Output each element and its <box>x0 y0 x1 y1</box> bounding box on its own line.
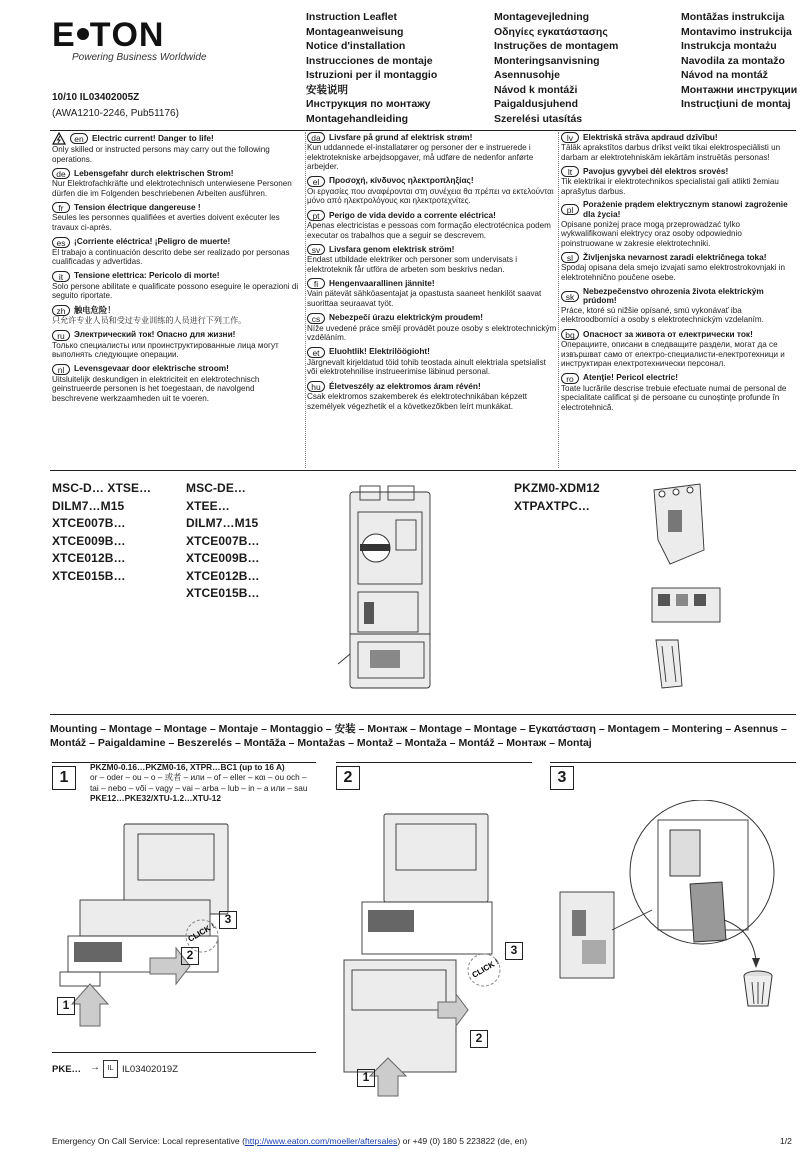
language-code: sv <box>307 244 325 255</box>
safety-heading <box>561 166 795 177</box>
step-1-or: or – oder – ou – o – 或者 – или – of – eller – και – ou och – tai – nebo – või – vagy – vai – arba – lub – in – a или – sau <box>90 772 308 793</box>
safety-heading-text: Tensione elettrica: Pericolo di morte! <box>74 270 220 281</box>
safety-entry-nl <box>52 364 302 404</box>
document-number: 10/10 IL03402005Z <box>52 92 140 103</box>
title-line: Οδηγίες εγκατάστασης <box>494 25 608 38</box>
safety-entry-bg <box>561 329 795 369</box>
safety-entry-hu <box>307 381 557 411</box>
safety-entry-sl <box>561 252 795 282</box>
safety-body-text: Opisane poniżej prace mogą przeprowadzać tylko wykwalifikowani elektrycy oraz osoby odpowiednio poinstruowane w zakresie elektrotechniki. <box>561 219 742 248</box>
column-divider <box>305 132 306 468</box>
safety-entry-es <box>52 237 302 267</box>
title-line: Notice d'installation <box>306 40 406 52</box>
callout-3: 3 <box>505 942 523 960</box>
column-divider <box>558 132 559 468</box>
safety-heading <box>561 132 795 143</box>
safety-heading-text: Življenjska nevarnost zaradi električnega toka! <box>583 252 767 263</box>
language-code: fr <box>52 202 70 213</box>
mounting-heading: Mounting – Montage – Montage – Montaje – Montaggio – 安装 – Монтаж – Montage – Montage – Εγκατάσταση – Montagem – Montering – Asennus – Montáž – Paigaldamine – Beszerelés – Montāža – Montažas – Montaž – Montaža – Montáž – Монтаж – Montaj <box>50 723 787 749</box>
callout-1: 1 <box>57 997 75 1015</box>
language-code: lt <box>561 166 579 177</box>
title-line: Instrukcja montażu <box>681 40 777 52</box>
safety-heading-text: Nebezpečí úrazu elektrickým proudem! <box>329 312 484 323</box>
safety-heading <box>561 252 795 263</box>
language-code: lv <box>561 132 579 143</box>
title-line: 安装说明 <box>306 83 348 96</box>
title-line: Navodila za montažo <box>681 54 785 67</box>
safety-heading-text: Опасност за живота от електрически ток! <box>583 328 753 339</box>
safety-heading <box>307 210 557 221</box>
safety-entry-en <box>52 132 302 164</box>
title-line: Инструкция по монтажу <box>306 98 431 110</box>
safety-entry-fi <box>307 278 557 308</box>
product-list-1 <box>52 480 151 585</box>
top-rule <box>50 130 796 131</box>
safety-heading-text: Livsfare på grund af elektrisk strøm! <box>329 131 473 142</box>
language-code: el <box>307 176 325 187</box>
safety-column-1 <box>52 132 302 408</box>
accessory-top-illustration <box>640 480 720 570</box>
safety-body-text: Csak elektromos szakemberek és elektrotechnikában képzett személyek végezhetik el a következőkben leírt munkákat. <box>307 391 527 411</box>
title-column-2 <box>494 10 618 126</box>
language-code: ro <box>561 373 579 384</box>
title-line: Montageanweisung <box>306 25 404 38</box>
title-line: Paigaldusjuhend <box>494 98 579 110</box>
title-line: XTCE015B… <box>52 568 126 583</box>
title-line: Montāžas instrukcija <box>681 11 785 23</box>
safety-entry-ro <box>561 373 795 413</box>
language-code: nl <box>52 364 70 375</box>
title-line: Návod na montáž <box>681 69 768 81</box>
callout-2: 2 <box>181 947 199 965</box>
safety-body-text: Nur Elektrofachkräfte und elektrotechnisch unterwiesene Personen dürfen die im Folgenden beschriebenen Arbeiten ausführen. <box>52 179 292 198</box>
step-2-number: 2 <box>336 766 360 790</box>
pke-rule <box>52 1052 316 1053</box>
title-line: XTCE009B… <box>52 533 126 548</box>
safety-heading <box>561 287 795 306</box>
title-line: Szerelési utasítás <box>494 112 583 125</box>
tagline: Powering Business Worldwide <box>72 52 207 63</box>
click-label: CLICK ! <box>470 957 501 980</box>
title-line: DILM7…M15 <box>186 516 259 530</box>
safety-heading <box>52 132 302 145</box>
safety-entry-pt <box>307 210 557 240</box>
safety-heading-text: Электрический ток! Опасно для жизни! <box>74 329 236 340</box>
safety-heading-text: Atenţie! Pericol electric! <box>583 372 678 383</box>
language-code: da <box>307 132 325 143</box>
safety-entry-et <box>307 347 557 377</box>
title-line: Монтажни инструкции <box>681 83 798 96</box>
safety-body-text: 只允许专业人员和受过专业训练的人员进行下列工作。 <box>52 315 247 325</box>
safety-heading-text: Életveszély az elektromos áram révén! <box>329 380 481 391</box>
title-line: Instruções de montagem <box>494 40 619 52</box>
safety-entry-sk <box>561 287 795 325</box>
title-line: XTCE015B… <box>186 586 260 600</box>
safety-heading-text: Lebensgefahr durch elektrischen Strom! <box>74 167 234 178</box>
safety-body-text: Vain pätevät sähköasentajat ja opastusta saaneet henkilöt saavat suorittaa seuraavat työt. <box>307 289 542 308</box>
eaton-logo: E TON <box>52 16 165 54</box>
pke-reference: IL03402019Z <box>122 1064 178 1075</box>
footer-suffix: ) or +49 (0) 180 5 223822 (de, en) <box>397 1136 528 1146</box>
safety-heading-text: ¡Corriente eléctrica! ¡Peligro de muerte! <box>74 236 231 247</box>
safety-heading-text: Pavojus gyvybei dėl elektros srovės! <box>583 165 729 176</box>
title-line: Montavimo instrukcija <box>681 25 792 38</box>
leaflet-icon: IL <box>103 1060 118 1078</box>
safety-entry-el <box>307 176 557 206</box>
accessory-bottom-illustration <box>648 636 688 692</box>
safety-body-text: Toate lucrările descrise trebuie efectuate numai de personal de specialitate calificat şi de persoane cu cunoştinţe profunde în electrotehnică. <box>561 383 787 412</box>
safety-entry-zh <box>52 305 302 326</box>
title-line: Návod k montáži <box>494 83 578 96</box>
safety-body-text: Níže uvedené práce smějí provádět pouze osoby s elektrotechnickým vzděláním. <box>307 323 557 343</box>
safety-body-text: Only skilled or instructed persons may carry out the following operations. <box>52 145 270 164</box>
title-line: XTCE009B… <box>186 551 260 565</box>
title-line: XTCE012B… <box>52 551 126 565</box>
logo-dot <box>77 28 89 40</box>
safety-heading-text: Electric current! Danger to life! <box>92 132 214 143</box>
safety-heading <box>561 329 795 340</box>
safety-heading-text: Livsfara genom elektrisk ström! <box>329 243 455 254</box>
safety-body-text: El trabajo a continuación descrito debe ser realizado por personas cualificadas y advertidas. <box>52 247 290 267</box>
product-list-3 <box>514 480 600 515</box>
step-1-products-2: PKE12…PKE32/XTU-1.2…XTU-12 <box>90 793 221 804</box>
step-1-products: PKZM0-0.16…PKZM0-16, XTPR…BC1 (up to 16 A) <box>90 762 285 772</box>
safety-body-text: Только специалисты или проинструктированные лица могут выполнять следующие операции. <box>52 340 279 360</box>
safety-heading-text: Elektriskā strāva apdraud dzīvību! <box>583 131 718 142</box>
language-code: it <box>52 271 70 282</box>
safety-heading <box>307 381 557 392</box>
safety-heading <box>52 202 302 213</box>
safety-heading <box>52 168 302 179</box>
safety-body-text: Seules les personnes qualifiées et averties doivent exécuter les travaux ci-après. <box>52 213 280 232</box>
title-line: Instrucciones de montaje <box>306 54 433 67</box>
page-number: 1/2 <box>780 1136 792 1146</box>
title-line: Asennusohje <box>494 69 560 81</box>
safety-heading <box>307 176 557 187</box>
danger-voltage-icon <box>52 132 66 145</box>
language-code: fi <box>307 278 325 289</box>
safety-entry-ru <box>52 330 302 360</box>
safety-body-text: Tālāk aprakstītos darbus drīkst veikt tikai elektrospeciālisti un darbam ar elektrotehniskām iekārtām instruētās personas! <box>561 143 781 162</box>
safety-heading-text: Porażenie prądem elektrycznym stanowi zagrożenie dla życia! <box>583 199 788 219</box>
safety-column-3 <box>561 132 795 416</box>
title-line: MSC-D… XTSE… <box>52 481 152 495</box>
title-line: DILM7…M15 <box>52 498 125 513</box>
safety-heading <box>561 200 795 219</box>
safety-heading-text: Perigo de vida devido a corrente eléctrica! <box>329 209 496 220</box>
title-line: Instruction Leaflet <box>306 11 398 23</box>
language-code: et <box>307 347 325 358</box>
language-code: bg <box>561 329 579 340</box>
callout-1: 1 <box>357 1069 375 1087</box>
accessory-mid-illustration <box>646 580 726 630</box>
safety-heading <box>307 132 557 143</box>
title-line: MSC-DE… <box>186 481 247 495</box>
safety-heading <box>307 244 557 255</box>
safety-entry-pl <box>561 200 795 248</box>
safety-bottom-rule <box>50 470 796 471</box>
document-reference: (AWA1210-2246, Pub51176) <box>52 108 179 119</box>
language-code: en <box>70 133 88 144</box>
safety-heading <box>52 237 302 248</box>
safety-entry-it <box>52 271 302 301</box>
safety-body-text: Järgnevalt kirjeldatud töid tohib teostada ainult elektriala spetsialist või elektrotehnilise instrueerimise läbinud personal. <box>307 357 546 377</box>
mount-rule <box>50 714 796 715</box>
safety-body-text: Spodaj opisana dela smejo izvajati samo elektrostrokovnjaki in elektrotehnično poučene osebe. <box>561 263 786 282</box>
step-1-text <box>90 762 314 804</box>
step-2-rule <box>336 762 532 763</box>
language-code: de <box>52 168 70 179</box>
safety-heading-text: Hengenvaarallinen jännite! <box>329 278 435 289</box>
aftersales-link[interactable]: http://www.eaton.com/moeller/aftersales <box>244 1136 398 1146</box>
safety-entry-lt <box>561 166 795 196</box>
step-3-rule <box>550 762 796 763</box>
arrow-right-icon: → <box>90 1062 100 1073</box>
safety-heading <box>52 305 302 316</box>
title-line: Istruzioni per il montaggio <box>306 69 438 81</box>
safety-heading <box>307 278 557 289</box>
safety-body-text: Apenas electricistas e pessoas com formação electrotécnica podem executar os trabalhos que a seguir se descrevem. <box>307 220 551 240</box>
safety-column-2 <box>307 132 557 415</box>
footer <box>52 1136 527 1146</box>
safety-heading-text: 触电危险！ <box>74 304 116 315</box>
footer-prefix: Emergency On Call Service: Local representative ( <box>52 1136 245 1146</box>
callout-3: 3 <box>219 911 237 929</box>
step-3-number: 3 <box>550 766 574 790</box>
title-line: Instrucţiuni de montaj <box>681 98 791 110</box>
title-line: XTCE012B… <box>186 568 260 583</box>
safety-heading-text: Nebezpečenstvo ohrozenia života elektrickým prúdom! <box>583 285 764 306</box>
safety-heading <box>307 347 557 358</box>
safety-body-text: Endast utbildade elektriker och personer som undervisats i elektroteknik får utföra de arbeten som beskrivs nedan. <box>307 255 518 274</box>
safety-entry-de <box>52 168 302 198</box>
motor-starter-illustration <box>330 484 450 694</box>
safety-body-text: Οι εργασίες που αναφέρονται στη συνέχεια θα πρέπει να εκτελούνται μόνο από ηλεκτρολόγους και ηλεκτροτεχνίτες. <box>307 186 554 206</box>
safety-heading <box>52 330 302 341</box>
language-code: sk <box>561 291 579 302</box>
safety-body-text: Uitsluitelijk deskundigen in elektriciteit en elektrotechnisch geinstrueerde personen is het toegestaan, de navolgend beschrevene werkzaamheden uit te voeren. <box>52 374 260 403</box>
safety-heading-text: Προσοχή, κίνδυνος ηλεκτροπληξίας! <box>329 175 474 186</box>
safety-entry-lv <box>561 132 795 162</box>
safety-entry-cs <box>307 313 557 343</box>
language-code: cs <box>307 313 325 324</box>
language-code: sl <box>561 252 579 263</box>
title-line: XTCE007B… <box>186 533 260 548</box>
safety-heading-text: Eluohtlik! Elektrilöögioht! <box>329 346 430 357</box>
step-3-drawing <box>552 800 796 1020</box>
safety-heading <box>52 364 302 375</box>
safety-heading <box>307 313 557 324</box>
language-code: ru <box>52 330 70 341</box>
safety-body-text: Tik elektrikai ir elektrotechnikos specialistai gali atlikti žemiau aprašytus darbus. <box>561 177 779 196</box>
callout-2: 2 <box>470 1030 488 1048</box>
safety-heading-text: Tension électrique dangereuse ! <box>74 202 201 213</box>
title-line: XTPAXTPC… <box>514 498 591 513</box>
language-code: zh <box>52 305 70 316</box>
safety-heading <box>52 271 302 282</box>
safety-heading-text: Levensgevaar door elektrische stroom! <box>74 363 229 374</box>
title-line: Montagehandleiding <box>306 112 409 125</box>
safety-entry-fr <box>52 202 302 232</box>
safety-body-text: Práce, ktoré sú nižšie opísané, smú vykonávať iba elektroodborníci a osoby s elektrotechnickým vzdelaním. <box>561 305 764 325</box>
title-column-1 <box>306 10 437 126</box>
language-code: pl <box>561 204 579 215</box>
safety-body-text: Solo persone abilitate e qualificate possono eseguire le operazioni di seguito riportate. <box>52 281 299 301</box>
title-line: Montagevejledning <box>494 11 590 23</box>
language-code: hu <box>307 381 325 392</box>
language-code: pt <box>307 210 325 221</box>
language-code: es <box>52 237 70 248</box>
product-list-2 <box>186 480 260 603</box>
step-1-drawing <box>50 820 280 1040</box>
click-label: CLICK ! <box>186 921 217 944</box>
safety-body-text: Операциите, описани в следващите раздели, могат да се извършват само от електро-специалисти-електротехници и инструктиран електротехнически персонал. <box>561 339 785 369</box>
title-line: Monteringsanvisning <box>494 54 600 67</box>
title-line: XTEE… <box>186 498 230 513</box>
safety-heading <box>561 373 795 384</box>
safety-body-text: Kun uddannede el-installatører og personer der e instruerede i elektrotekniske arbejdsopgaver, må udføre de nedenfor anførte arbejder. <box>307 143 534 172</box>
title-column-3 <box>681 10 797 112</box>
pke-label: PKE… <box>52 1064 82 1075</box>
title-line: PKZM0-XDM12 <box>514 481 600 495</box>
title-line: XTCE007B… <box>52 516 126 530</box>
safety-entry-sv <box>307 244 557 274</box>
safety-entry-da <box>307 132 557 172</box>
step-1-number: 1 <box>52 766 76 790</box>
